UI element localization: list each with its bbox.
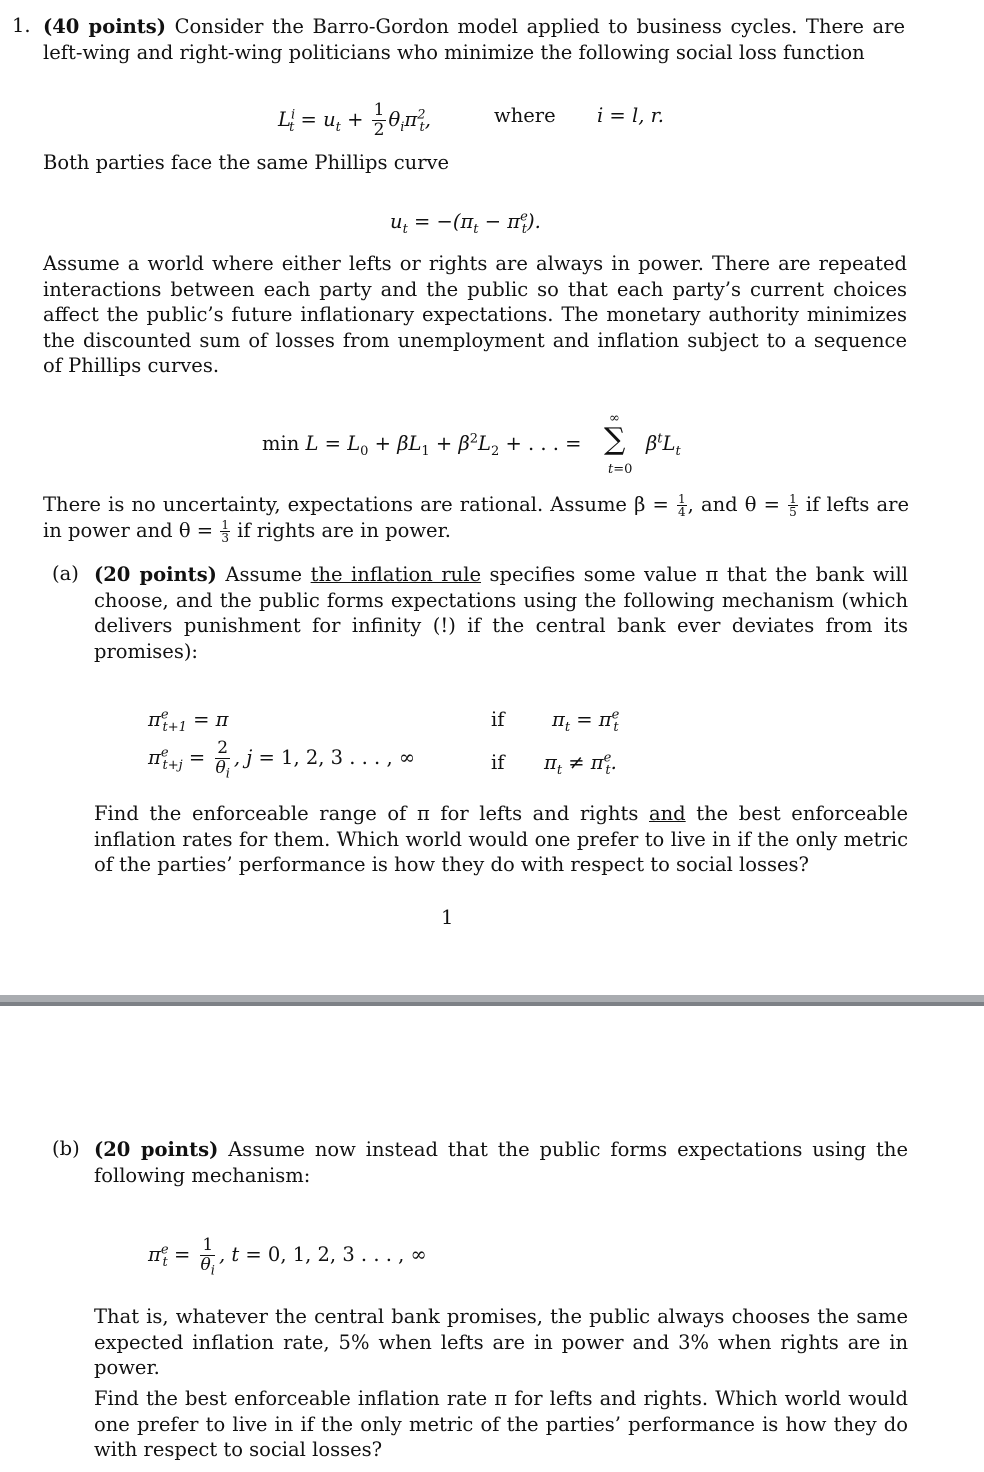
fixed-expectation-equation: $\pi^e_t$ = $\frac{1}{\theta_i}$ , t = 0, 1, 2, 3 . . . , ∞ <box>148 1235 427 1279</box>
page-number: 1 <box>441 906 454 929</box>
sum-upper-limit: ∞ <box>609 411 620 426</box>
question-points: (40 points) <box>43 15 166 38</box>
part-b-explanation: That is, whatever the central bank promises, the public always chooses the same expected inflation rate, 5% when lefts are in power and 3% when rights are in power. <box>94 1305 908 1380</box>
expectation-case1-if: if <box>491 708 505 731</box>
part-a-label: (a) <box>52 562 79 585</box>
expectation-case2-condition: $\pi_t \ne \pi^e_t$. <box>544 750 617 778</box>
question-intro <box>43 14 905 65</box>
part-a-text: (20 points) Assume the inflation rule specifies some value π that the bank will choose, and the public forms expectations using the following mechanism (which delivers punishment for infinity (!) if the central bank ever deviates from its promises): <box>94 563 909 663</box>
assume-paragraph: Assume a world where either lefts or rights are always in power. There are repeated interactions between each party and the public so that each party’s current choices affect the public’s future inflationary expectations. The monetary authority minimizes the discounted sum of losses from unemployment and inflation subject to a sequence of Phillips curves. <box>43 252 907 378</box>
part-b-question: Find the best enforceable inflation rate π for lefts and rights. Which world would one prefer to live in if the only metric of the parties’ performance is how they do with respect to social losses? <box>94 1387 908 1462</box>
theta-right-fraction: $\frac{1}{3}$ <box>221 518 229 545</box>
part-a-question: Find the enforceable range of π for lefts and rights and the best enforceable inflation rates for them. Which world would one prefer to live in if the only metric of the parties’ performance is how they do with respect to social losses? <box>94 802 908 877</box>
sum-lower-limit: t=0 <box>608 462 633 477</box>
page-separator-shadow <box>0 1002 984 1006</box>
part-b-text: (20 points) Assume now instead that the public forms expectations using the following mechanism: <box>94 1138 908 1187</box>
expectation-case2-if: if <box>491 751 505 774</box>
part-b-label: (b) <box>52 1137 80 1160</box>
sum-sign: ∑ <box>604 422 626 457</box>
where-label: where <box>494 104 556 127</box>
expectation-case2-lhs: $\pi^e_{t+j}$ = $\frac{2}{\theta_i}$ , j = 1, 2, 3 . . . , ∞ <box>148 738 416 782</box>
loss-function-equation: $L^i_t = u_t$ + $\frac{1}{2}$ $\theta_i\pi^2_t$, <box>278 100 431 140</box>
theta-left-fraction: $\frac{1}{5}$ <box>789 492 797 519</box>
page-separator <box>0 995 984 1002</box>
question-number: 1. <box>12 14 31 37</box>
index-set: i = l, r. <box>597 104 664 127</box>
phillips-curve-equation: $u_t = -(\pi_t - \pi^e_t)$. <box>390 209 541 237</box>
beta-fraction: $\frac{1}{4}$ <box>678 492 686 519</box>
phillips-intro: Both parties face the same Phillips curve <box>43 151 450 174</box>
parameters-paragraph: There is no uncertainty, expectations are rational. Assume β = $\frac{1}{4}$ , and θ = $\frac{1}{5}$ if lefts are in power and θ = $\frac{1}{3}$ if rights are in power. <box>43 492 909 545</box>
expectation-case1-lhs: $\pi^e_{t+1} = \pi$ <box>148 707 229 735</box>
minimization-equation: $\min L = L_0 + \beta L_1 + \beta^2L_2$ + . . . = <box>262 431 582 459</box>
question-intro-text: Consider the Barro-Gordon model applied to business cycles. There are left-wing and right-wing politicians who minimize the following social loss function <box>43 15 905 64</box>
expectation-case1-condition: $\pi_t = \pi^e_t$ <box>552 707 620 735</box>
sum-term: $\beta^tL_t$ <box>646 431 681 459</box>
